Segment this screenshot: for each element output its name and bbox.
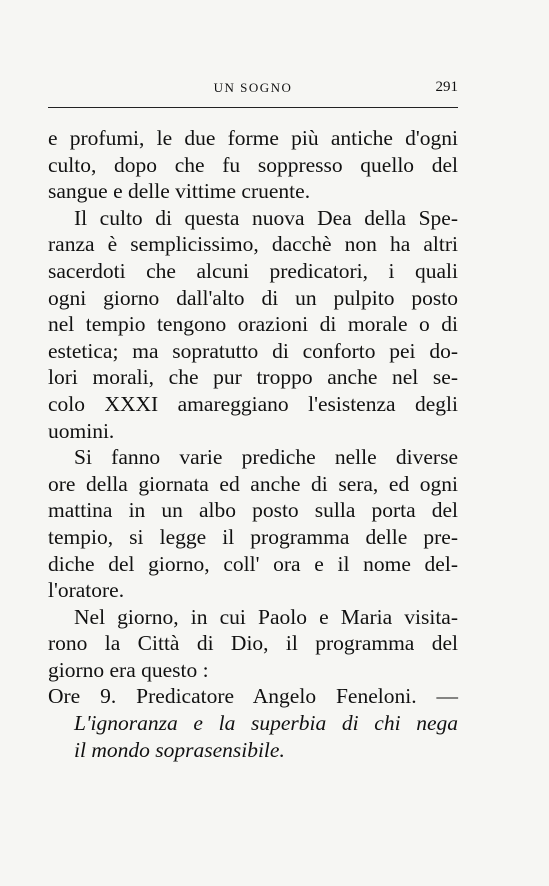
- header-rule: [48, 107, 458, 108]
- text-line: colo XXXI amareggiano l'esistenza degli: [48, 391, 458, 416]
- text-line: rono la Città di Dio, il programma del: [48, 631, 458, 656]
- text-line: Il culto di questa nuova Dea della Spe-: [74, 205, 458, 230]
- text-line: tempio, si legge il programma delle pre-: [48, 524, 458, 549]
- text-line: sacerdoti che alcuni predicatori, i quali: [48, 258, 458, 283]
- sermon-title-line: L'ignoranza e la superbia di chi nega: [74, 711, 458, 736]
- text-line: e profumi, le due forme più antiche d'ogni: [48, 126, 458, 150]
- body-text: [48, 125, 458, 763]
- page-number: 291: [435, 79, 458, 95]
- text-line: ogni giorno dall'alto di un pulpito posto: [48, 285, 458, 310]
- text-line: mattina in un albo posto sulla porta del: [48, 498, 458, 523]
- text-line: estetica; ma sopratutto di conforto pei do-: [48, 338, 458, 363]
- text-line: ore della giornata ed anche di sera, ed ogni: [48, 471, 458, 496]
- program-entry: Ore 9. Predicatore Angelo Feneloni. —: [48, 684, 458, 709]
- text-line: giorno era questo :: [48, 657, 209, 682]
- text-line: l'oratore.: [48, 578, 125, 603]
- text-line: Si fanno varie prediche nelle diverse: [74, 445, 458, 470]
- text-line: culto, dopo che fu soppresso quello del: [48, 152, 458, 177]
- running-head: [48, 80, 458, 100]
- text-line: nel tempio tengono orazioni di morale o di: [48, 312, 458, 337]
- text-line: diche del giorno, coll' ora e il nome del-: [48, 551, 458, 576]
- sermon-title-line: il mondo soprasensibile.: [74, 737, 285, 762]
- text-line: ranza è semplicissimo, dacchè non ha altri: [48, 232, 458, 257]
- text-line: sangue e delle vittime cruente.: [48, 179, 311, 204]
- running-head-title: UN SOGNO: [213, 80, 293, 95]
- text-line: uomini.: [48, 418, 115, 443]
- text-line: lori morali, che pur troppo anche nel se-: [48, 365, 458, 390]
- text-line: Nel giorno, in cui Paolo e Maria visita-: [74, 604, 458, 629]
